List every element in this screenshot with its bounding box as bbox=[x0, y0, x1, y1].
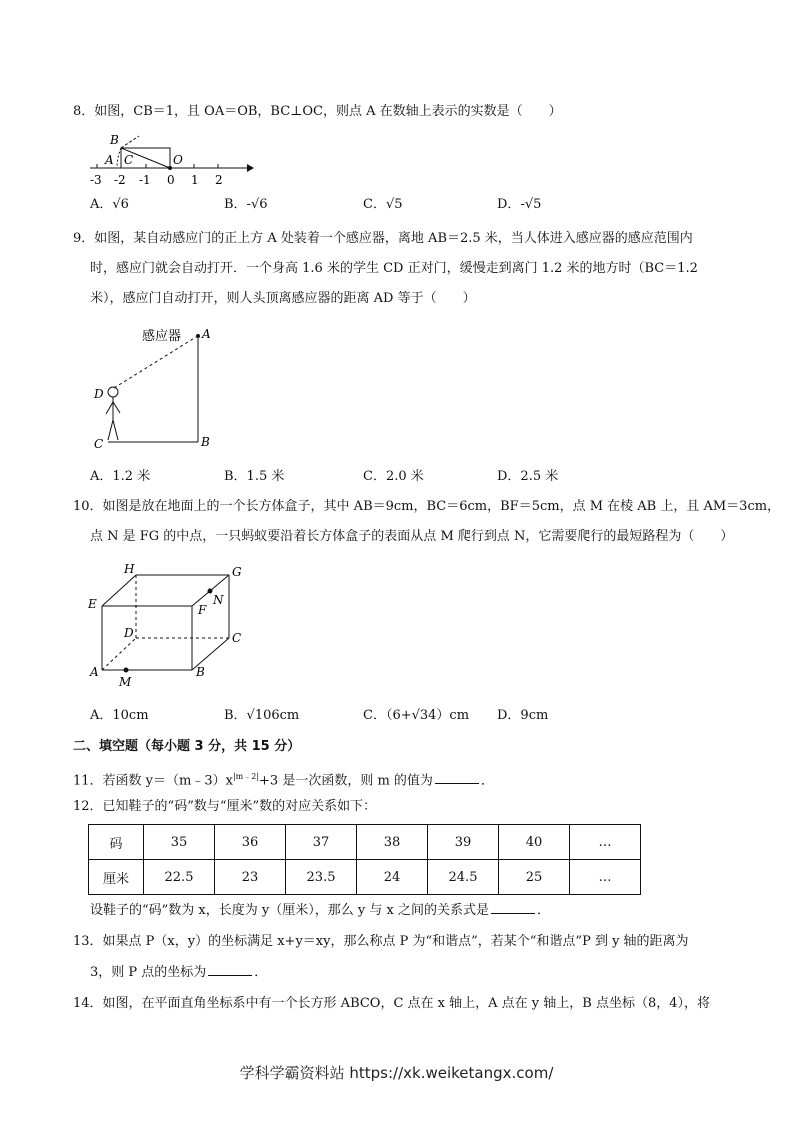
table-row bbox=[89, 825, 641, 860]
label-f: F bbox=[198, 603, 207, 617]
q11-answer-blank[interactable] bbox=[435, 771, 479, 784]
q11-stem-post: +3 是一次函数，则 m 的值为 bbox=[259, 773, 433, 789]
tick-label: -1 bbox=[139, 173, 151, 187]
label-c: C bbox=[124, 153, 134, 167]
q10-option-c: C．（6+√34）cm bbox=[363, 708, 470, 723]
label-a: A bbox=[105, 153, 114, 167]
table-cell: 24.5 bbox=[428, 860, 499, 895]
table-cell: 厘米 bbox=[89, 860, 144, 895]
q11-stem bbox=[73, 767, 494, 791]
q13-end: ． bbox=[254, 965, 268, 980]
q9-option-a: A．1.2 米 bbox=[90, 469, 151, 484]
q11-stem-pre: 11．若函数 y＝（m﹣3）x bbox=[73, 773, 233, 789]
label-b: B bbox=[110, 133, 119, 147]
hidden-edge-ad bbox=[102, 638, 136, 670]
dashed-segment-ad bbox=[114, 337, 196, 388]
label-d: D bbox=[94, 387, 104, 401]
q11-stem-end: ． bbox=[480, 773, 494, 789]
label-b: B bbox=[201, 435, 210, 449]
label-h: H bbox=[124, 562, 135, 576]
table-cell: … bbox=[570, 825, 641, 860]
label-sensor: 感应器 bbox=[142, 329, 182, 344]
table-cell: 39 bbox=[428, 825, 499, 860]
label-d: D bbox=[124, 626, 134, 640]
q10-cuboid-figure bbox=[86, 560, 256, 690]
q10-option-b: B．√106cm bbox=[224, 708, 300, 723]
tick-label: -3 bbox=[90, 173, 102, 187]
axis-arrow-icon bbox=[247, 164, 254, 172]
q9-option-b: B．1.5 米 bbox=[224, 469, 285, 484]
person-arm-icon bbox=[113, 402, 120, 413]
q8-option-b: B．-√6 bbox=[224, 197, 268, 212]
tick-label: 1 bbox=[191, 173, 199, 187]
table-cell: 码 bbox=[89, 825, 144, 860]
q8-option-a: A．√6 bbox=[90, 197, 129, 212]
label-n: N bbox=[213, 593, 224, 607]
table-cell: 22.5 bbox=[144, 860, 215, 895]
shoe-size-table bbox=[88, 824, 641, 895]
arc-shape bbox=[117, 148, 121, 168]
q13-stem-line-1: 13．如果点 P（x，y）的坐标满足 x+y＝xy，那么称点 P 为“和谐点”，若某个“和谐点”P 到 y 轴的距离为 bbox=[73, 934, 689, 949]
table-cell: 23 bbox=[215, 860, 286, 895]
q12-stem: 12．已知鞋子的“码”数与“厘米”数的对应关系如下： bbox=[73, 799, 377, 814]
q9-stem-line-3: 米），感应门自动打开，则人头顶离感应器的距离 AD 等于（ ） bbox=[90, 291, 476, 306]
table-cell: 25 bbox=[499, 860, 570, 895]
q9-option-c: C．2.0 米 bbox=[363, 469, 424, 484]
q13-answer-blank[interactable] bbox=[208, 963, 252, 976]
q13-stem-line-2 bbox=[90, 963, 267, 983]
table-cell: 36 bbox=[215, 825, 286, 860]
page-footer: 学科学霸资料站 https://xk.weiketangx.com/ bbox=[239, 1064, 554, 1082]
table-row bbox=[89, 860, 641, 895]
table-cell: 37 bbox=[286, 825, 357, 860]
person-arm-icon bbox=[106, 402, 113, 414]
label-a: A bbox=[90, 665, 99, 679]
q10-stem-line-1: 10．如图是放在地面上的一个长方体盒子，其中 AB＝9cm，BC＝6cm，BF＝5cm，点 M 在棱 AB 上，且 AM＝3cm， bbox=[73, 499, 781, 514]
label-b: B bbox=[196, 665, 205, 679]
tick-label: 0 bbox=[167, 173, 175, 187]
label-g: G bbox=[232, 565, 242, 579]
label-a: A bbox=[202, 327, 211, 341]
q8-option-c: C．√5 bbox=[363, 197, 403, 212]
tick-label: 2 bbox=[215, 173, 223, 187]
point-n bbox=[208, 589, 213, 594]
label-o: O bbox=[173, 153, 183, 167]
q9-stem-line-1: 9．如图，某自动感应门的正上方 A 处装着一个感应器，离地 AB＝2.5 米，当人体进入感应器的感应范围内 bbox=[73, 231, 693, 246]
section-heading: 二、填空题（每小题 3 分，共 15 分） bbox=[73, 739, 301, 754]
q9-stem-line-2: 时，感应门就会自动打开．一个身高 1.6 米的学生 CD 正对门，缓慢走到离门 1.2 米的地方时（BC＝1.2 bbox=[90, 261, 698, 276]
dashed-extension bbox=[121, 136, 139, 148]
point-m bbox=[124, 668, 129, 673]
q14-stem: 14．如图，在平面直角坐标系中有一个长方形 ABCO，C 点在 x 轴上，A 点在 y 轴上，B 点坐标（8，4），将 bbox=[73, 996, 710, 1011]
q9-sensor-door-figure bbox=[90, 322, 220, 450]
q12-question bbox=[90, 901, 550, 921]
q12-after-text: 设鞋子的“码”数为 x，长度为 y（厘米），那么 y 与 x 之间的关系式是 bbox=[90, 903, 489, 918]
point-o bbox=[168, 166, 172, 170]
q10-option-d: D．9cm bbox=[497, 708, 549, 723]
label-e: E bbox=[88, 597, 97, 611]
q10-stem-line-2: 点 N 是 FG 的中点，一只蚂蚁要沿着长方体盒子的表面从点 M 爬行到点 N，它需要爬行的最短路程为（ ） bbox=[90, 529, 734, 544]
label-c: C bbox=[232, 631, 242, 645]
table-cell: 35 bbox=[144, 825, 215, 860]
q11-exponent: |m﹣2| bbox=[232, 772, 260, 781]
q12-end: ． bbox=[536, 903, 550, 918]
table-cell: … bbox=[570, 860, 641, 895]
table-cell: 24 bbox=[357, 860, 428, 895]
edge-eh bbox=[102, 575, 136, 606]
table-cell: 23.5 bbox=[286, 860, 357, 895]
table-cell: 38 bbox=[357, 825, 428, 860]
q9-option-d: D．2.5 米 bbox=[497, 469, 559, 484]
q13-stem-text: 3，则 P 点的坐标为 bbox=[90, 965, 207, 980]
q10-option-a: A．10cm bbox=[90, 708, 149, 723]
q12-answer-blank[interactable] bbox=[491, 901, 535, 914]
tick-label: -2 bbox=[114, 173, 126, 187]
person-leg-icon bbox=[113, 420, 118, 440]
person-head-icon bbox=[108, 387, 118, 397]
q8-option-d: D．-√5 bbox=[497, 197, 542, 212]
q8-number-line-figure bbox=[84, 128, 256, 190]
q8-stem: 8．如图，CB＝1，且 OA＝OB，BC⊥OC，则点 A 在数轴上表示的实数是（ ） bbox=[73, 104, 562, 119]
table-cell: 40 bbox=[499, 825, 570, 860]
person-leg-icon bbox=[108, 420, 113, 440]
point-a bbox=[196, 334, 200, 338]
label-m: M bbox=[119, 675, 132, 689]
label-c: C bbox=[94, 437, 104, 450]
